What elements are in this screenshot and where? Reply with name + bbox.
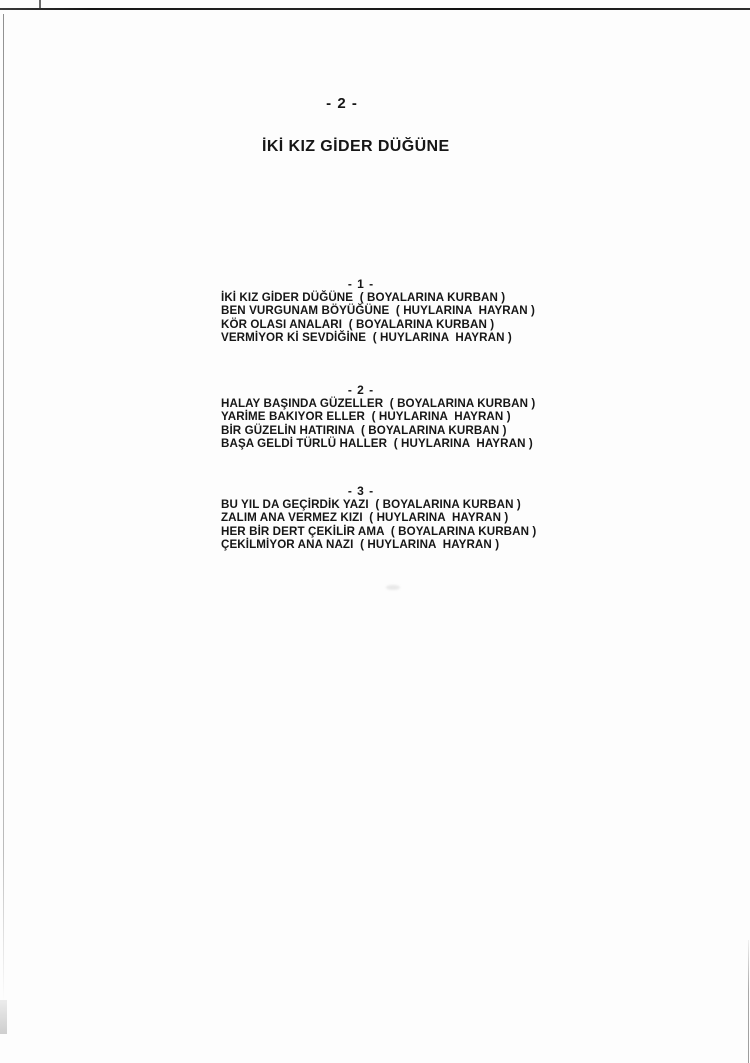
verse-1-label: - 1 -	[347, 277, 375, 291]
song-title: İKİ KIZ GİDER DÜĞÜNE	[262, 138, 450, 155]
scan-right-edge-line	[748, 940, 749, 1063]
verse-2	[221, 383, 581, 451]
verse-1-line-4: VERMİYOR Kİ SEVDİĞİNE ( HUYLARINA HAYRAN )	[221, 331, 512, 345]
verse-3-line-2: ZALIM ANA VERMEZ KIZI ( HUYLARINA HAYRAN )	[221, 511, 509, 525]
verse-2-line-4: BAŞA GELDİ TÜRLÜ HALLER ( HUYLARINA HAYRAN )	[221, 437, 533, 451]
verse-1	[221, 277, 581, 345]
scan-top-tick-mark	[39, 0, 41, 8]
scan-left-edge-line	[3, 14, 4, 1002]
scan-top-edge-line	[0, 8, 750, 10]
verse-1-line-3: KÖR OLASI ANALARI ( BOYALARINA KURBAN )	[221, 317, 495, 331]
scan-smudge	[386, 585, 400, 590]
verse-3-line-4: ÇEKİLMİYOR ANA NAZI ( HUYLARINA HAYRAN )	[221, 538, 500, 552]
verse-3-line-3: HER BİR DERT ÇEKİLİR AMA ( BOYALARINA KURBAN )	[221, 524, 537, 538]
page-number: - 2 -	[326, 95, 358, 112]
verse-2-line-3: BİR GÜZELİN HATIRINA ( BOYALARINA KURBAN )	[221, 423, 507, 437]
verse-1-line-2: BEN VURGUNAM BÖYÜĞÜNE ( HUYLARINA HAYRAN )	[221, 304, 536, 318]
verse-2-line-2: YARİME BAKIYOR ELLER ( HUYLARINA HAYRAN )	[221, 410, 511, 424]
scan-left-edge-smear	[0, 1000, 7, 1034]
verse-2-label: - 2 -	[347, 383, 375, 397]
verse-2-line-1: HALAY BAŞINDA GÜZELLER ( BOYALARINA KURBAN )	[221, 397, 536, 410]
verse-3-label: - 3 -	[347, 484, 375, 498]
verse-1-line-1: İKİ KIZ GİDER DÜĞÜNE ( BOYALARINA KURBAN )	[221, 291, 506, 304]
verse-3-line-1: BU YIL DA GEÇİRDİK YAZI ( BOYALARINA KURBAN )	[221, 498, 521, 511]
verse-3	[221, 484, 581, 552]
